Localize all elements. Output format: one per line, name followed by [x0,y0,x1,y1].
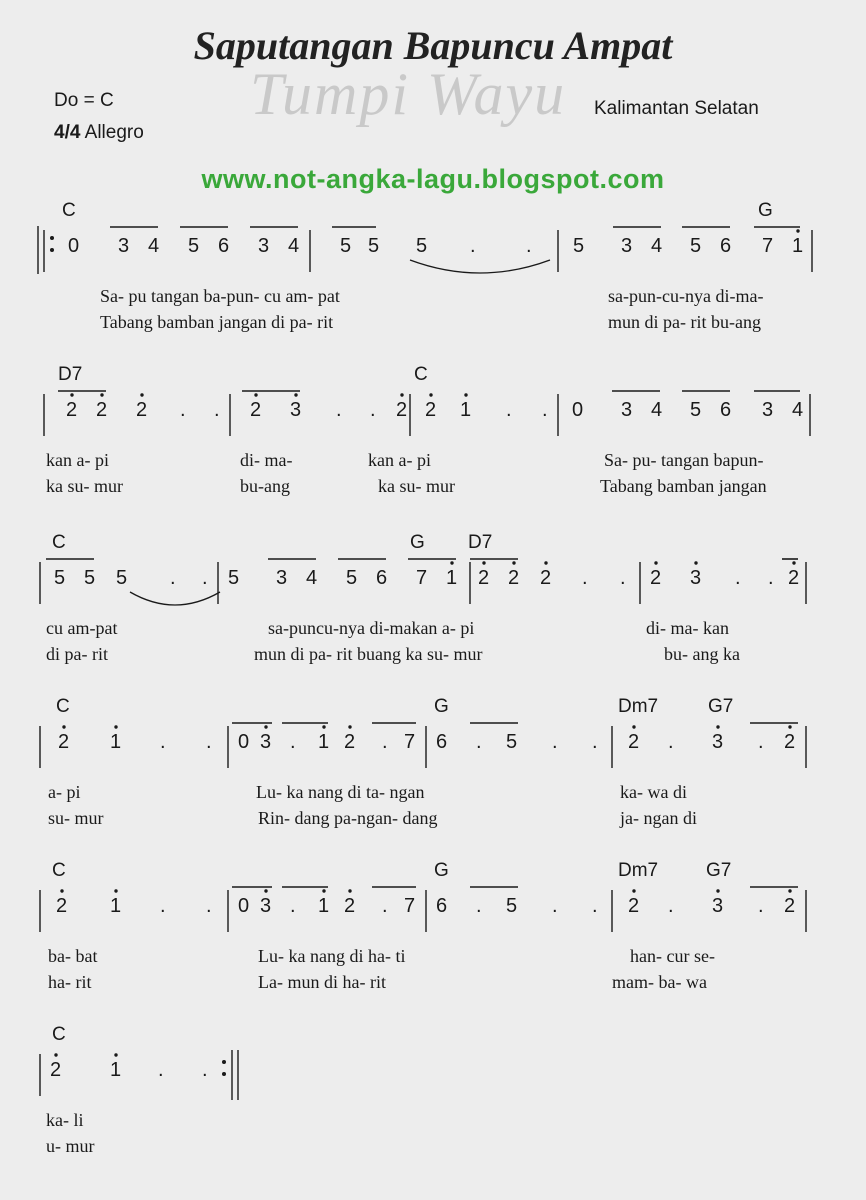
note-hold-dot: . [582,567,588,589]
note-number: 1 [460,399,472,421]
note-number: 5 [416,235,428,257]
octave-high-dot [60,889,63,892]
note-hold-dot: . [370,399,376,421]
note-hold-dot: . [160,731,166,753]
note-hold-dot: . [592,895,598,917]
note-number: 3 [276,567,288,589]
note-hold-dot: . [768,567,774,589]
note-number: 4 [306,567,318,589]
octave-high-dot [70,393,73,396]
octave-high-dot [294,393,297,396]
website-link[interactable]: www.not-angka-lagu.blogspot.com [201,164,665,194]
note-number: 2 [250,399,262,421]
lyric-verse-1: han- cur se- [630,946,715,966]
note-number: 2 [344,895,356,917]
octave-high-dot [464,393,467,396]
lyric-verse-2: mun di pa- rit bu-ang [608,312,761,332]
background-watermark: Tumpi Wayu [250,61,567,127]
chord-symbol: G [410,532,425,553]
note-hold-dot: . [290,895,296,917]
note-hold-dot: . [170,567,176,589]
lyric-verse-2: su- mur [48,808,104,828]
lyric-verse-2: ha- rit [48,972,92,992]
lyric-verse-2: La- mun di ha- rit [258,972,386,992]
note-hold-dot: . [668,895,674,917]
note-hold-dot: . [526,235,532,257]
octave-high-dot [632,725,635,728]
note-number: 6 [376,567,388,589]
octave-high-dot [114,725,117,728]
note-number: 3 [762,399,774,421]
note-hold-dot: . [476,731,482,753]
song-title: Saputangan Bapuncu Ampat [193,23,673,68]
note-number: 2 [136,399,148,421]
note-number: 2 [508,567,520,589]
octave-high-dot [100,393,103,396]
note-number: 3 [290,399,302,421]
note-hold-dot: . [476,895,482,917]
note-number: 5 [690,235,702,257]
octave-high-dot [716,889,719,892]
note-number: 5 [340,235,352,257]
octave-high-dot [654,561,657,564]
note-number: 3 [621,235,633,257]
note-number: 5 [188,235,200,257]
note-number: 1 [792,235,804,257]
note-hold-dot: . [470,235,476,257]
octave-high-dot [62,725,65,728]
note-number: 5 [690,399,702,421]
note-number: 5 [573,235,585,257]
octave-high-dot [429,393,432,396]
note-hold-dot: . [592,731,598,753]
octave-high-dot [716,725,719,728]
note-number: 2 [96,399,108,421]
lyric-verse-1: ba- bat [48,946,98,966]
octave-high-dot [450,561,453,564]
note-number: 7 [416,567,428,589]
octave-high-dot [348,725,351,728]
lyric-verse-2: ka su- mur [378,476,455,496]
chord-symbol: C [52,1024,66,1045]
octave-high-dot [264,725,267,728]
note-number: 0 [572,399,584,421]
repeat-dot [50,236,54,240]
note-hold-dot: . [202,567,208,589]
lyric-verse-1: Lu- ka nang di ha- ti [258,946,406,966]
note-number: 0 [238,895,250,917]
lyric-verse-1: Sa- pu- tangan bapun- [604,450,764,470]
note-hold-dot: . [158,1059,164,1081]
lyric-verse-1: Sa- pu tangan ba-pun- cu am- pat [100,286,340,306]
lyric-verse-1: di- ma- kan [646,618,729,638]
chord-symbol: G [758,200,773,221]
note-number: 3 [712,895,724,917]
note-number: 3 [258,235,270,257]
note-number: 3 [690,567,702,589]
chord-symbol: C [56,696,70,717]
octave-high-dot [400,393,403,396]
note-number: 7 [404,895,416,917]
note-number: 2 [628,731,640,753]
note-number: 4 [148,235,160,257]
octave-high-dot [140,393,143,396]
note-hold-dot: . [506,399,512,421]
octave-high-dot [482,561,485,564]
region-label: Kalimantan Selatan [594,98,759,119]
lyric-verse-1: kan a- pi [368,450,431,470]
octave-high-dot [544,561,547,564]
chord-symbol: Dm7 [618,696,659,717]
chord-symbol: G [434,860,449,881]
note-number: 4 [651,399,663,421]
note-number: 6 [720,235,732,257]
chord-symbol: C [62,200,76,221]
octave-high-dot [264,889,267,892]
note-hold-dot: . [382,731,388,753]
octave-high-dot [796,229,799,232]
octave-high-dot [788,725,791,728]
note-number: 2 [56,895,68,917]
tempo-marking: Allegro [84,122,144,143]
note-number: 1 [110,731,122,753]
note-number: 2 [344,731,356,753]
slur-tie [130,592,220,605]
lyric-verse-1: di- ma- [240,450,293,470]
note-hold-dot: . [542,399,548,421]
note-number: 2 [50,1059,62,1081]
note-number: 3 [260,731,272,753]
chord-symbol: Dm7 [618,860,659,881]
octave-high-dot [694,561,697,564]
note-number: 0 [238,731,250,753]
note-number: 5 [54,567,66,589]
chord-symbol: G [434,696,449,717]
note-number: 4 [792,399,804,421]
lyric-verse-1: sa-puncu-nya di-makan a- pi [268,618,475,638]
repeat-dot [50,248,54,252]
note-hold-dot: . [202,1059,208,1081]
note-number: 7 [762,235,774,257]
lyric-verse-2: bu- ang ka [664,644,740,664]
note-number: 5 [84,567,96,589]
lyric-verse-2: Tabang bamban jangan di pa- rit [100,312,334,332]
lyric-verse-2: di pa- rit [46,644,108,664]
key-signature: Do = C [54,90,114,111]
octave-high-dot [348,889,351,892]
time-signature: 4/4 [54,122,81,143]
octave-high-dot [114,889,117,892]
note-hold-dot: . [214,399,220,421]
note-number: 5 [368,235,380,257]
lyric-verse-2: mun di pa- rit buang ka su- mur [254,644,483,664]
lyric-verse-1: ka- li [46,1110,84,1130]
note-number: 1 [318,895,330,917]
note-hold-dot: . [206,895,212,917]
note-number: 1 [110,895,122,917]
lyric-verse-2: mam- ba- wa [612,972,707,992]
note-number: 2 [478,567,490,589]
note-number: 2 [425,399,437,421]
octave-high-dot [512,561,515,564]
note-number: 6 [436,731,448,753]
lyric-verse-1: sa-pun-cu-nya di-ma- [608,286,764,306]
repeat-dot [222,1072,226,1076]
chord-symbol: G7 [706,860,732,881]
note-number: 1 [318,731,330,753]
note-number: 5 [346,567,358,589]
note-number: 1 [110,1059,122,1081]
note-number: 2 [66,399,78,421]
note-number: 3 [621,399,633,421]
chord-symbol: G7 [708,696,734,717]
lyric-verse-1: a- pi [48,782,81,802]
note-number: 6 [720,399,732,421]
note-hold-dot: . [735,567,741,589]
note-number: 2 [58,731,70,753]
note-number: 2 [784,731,796,753]
lyric-verse-2: Rin- dang pa-ngan- dang [258,808,438,828]
chord-symbol: C [52,860,66,881]
lyric-verse-2: ja- ngan di [620,808,697,828]
chord-symbol: C [414,364,428,385]
note-number: 4 [651,235,663,257]
note-hold-dot: . [180,399,186,421]
lyric-verse-1: kan a- pi [46,450,109,470]
note-hold-dot: . [758,731,764,753]
note-number: 6 [218,235,230,257]
note-number: 5 [506,731,518,753]
note-number: 2 [540,567,552,589]
lyric-verse-1: Lu- ka nang di ta- ngan [256,782,425,802]
note-number: 4 [288,235,300,257]
lyric-verse-1: cu am-pat [46,618,118,638]
octave-high-dot [114,1053,117,1056]
lyric-verse-2: ka su- mur [46,476,123,496]
octave-high-dot [322,889,325,892]
note-number: 5 [506,895,518,917]
note-number: 2 [650,567,662,589]
note-number: 2 [628,895,640,917]
repeat-dot [222,1060,226,1064]
chord-symbol: D7 [58,364,83,385]
note-number: 6 [436,895,448,917]
note-number: 2 [784,895,796,917]
lyric-verse-2: Tabang bamban jangan [600,476,767,496]
note-hold-dot: . [620,567,626,589]
octave-high-dot [632,889,635,892]
octave-high-dot [322,725,325,728]
chord-symbol: D7 [468,532,493,553]
note-number: 3 [712,731,724,753]
chord-symbol: C [52,532,66,553]
note-hold-dot: . [336,399,342,421]
octave-high-dot [788,889,791,892]
note-hold-dot: . [206,731,212,753]
slur-tie [410,260,550,273]
note-number: 1 [446,567,458,589]
note-hold-dot: . [758,895,764,917]
octave-high-dot [254,393,257,396]
lyric-verse-2: u- mur [46,1136,95,1156]
octave-high-dot [792,561,795,564]
note-number: 5 [228,567,240,589]
note-hold-dot: . [290,731,296,753]
note-hold-dot: . [160,895,166,917]
note-number: 3 [260,895,272,917]
note-hold-dot: . [668,731,674,753]
note-hold-dot: . [552,731,558,753]
note-number: 2 [788,567,800,589]
lyric-verse-2: bu-ang [240,476,290,496]
lyric-verse-1: ka- wa di [620,782,687,802]
note-number: 2 [396,399,408,421]
note-number: 0 [68,235,80,257]
note-hold-dot: . [382,895,388,917]
note-number: 5 [116,567,128,589]
note-number: 7 [404,731,416,753]
octave-high-dot [54,1053,57,1056]
note-hold-dot: . [552,895,558,917]
note-number: 3 [118,235,130,257]
